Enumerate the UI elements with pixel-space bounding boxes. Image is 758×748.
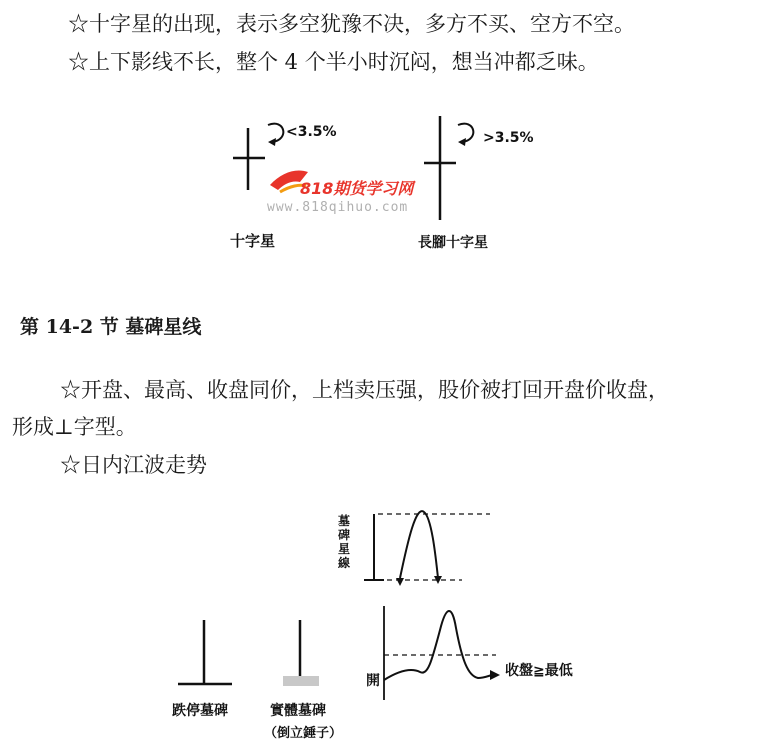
cross-star-label: 十字星 xyxy=(230,232,276,250)
open-label: 開 xyxy=(366,673,380,689)
close-label: 收盤≧最低 xyxy=(505,663,573,679)
limit-down-gravestone-candle xyxy=(178,620,232,684)
watermark-text: 818期货学习网 xyxy=(300,179,414,198)
para1-line-1: ☆开盘、最高、收盘同价，上档卖压强，股价被打回开盘价收盘， xyxy=(60,378,669,402)
close-arrow-icon xyxy=(490,670,500,680)
gravestone-vertical-label: 墓碑星線 xyxy=(338,514,351,570)
gravestone-wave-diagram xyxy=(364,511,490,580)
body-gravestone-sublabel: （倒立錘子） xyxy=(264,726,343,741)
body-gravestone-candle xyxy=(283,620,319,686)
body-gravestone-label: 實體墓碑 xyxy=(270,703,326,719)
intro-line-1: ☆十字星的出现，表示多空犹豫不决，多方不买、空方不空。 xyxy=(68,12,635,36)
intraday-close-diagram xyxy=(384,606,496,700)
wave-arrow-left-icon xyxy=(396,578,404,586)
limit-down-gravestone-label: 跌停墓碑 xyxy=(172,703,228,719)
section-title: 第 14-2 节 墓碑星线 xyxy=(20,316,202,338)
watermark-url: www.818qihuo.com xyxy=(267,200,409,215)
para2: ☆日内江波走势 xyxy=(60,453,207,477)
long-cross-label: 長腳十字星 xyxy=(418,235,488,251)
intro-line-2: ☆上下影线不长，整个 4 个半小时沉闷，想当冲都乏味。 xyxy=(68,50,599,74)
cross-star-pct: <3.5% xyxy=(286,124,337,140)
long-cross-pct: >3.5% xyxy=(483,130,534,146)
para1-line-2: 形成⊥字型。 xyxy=(12,415,137,439)
